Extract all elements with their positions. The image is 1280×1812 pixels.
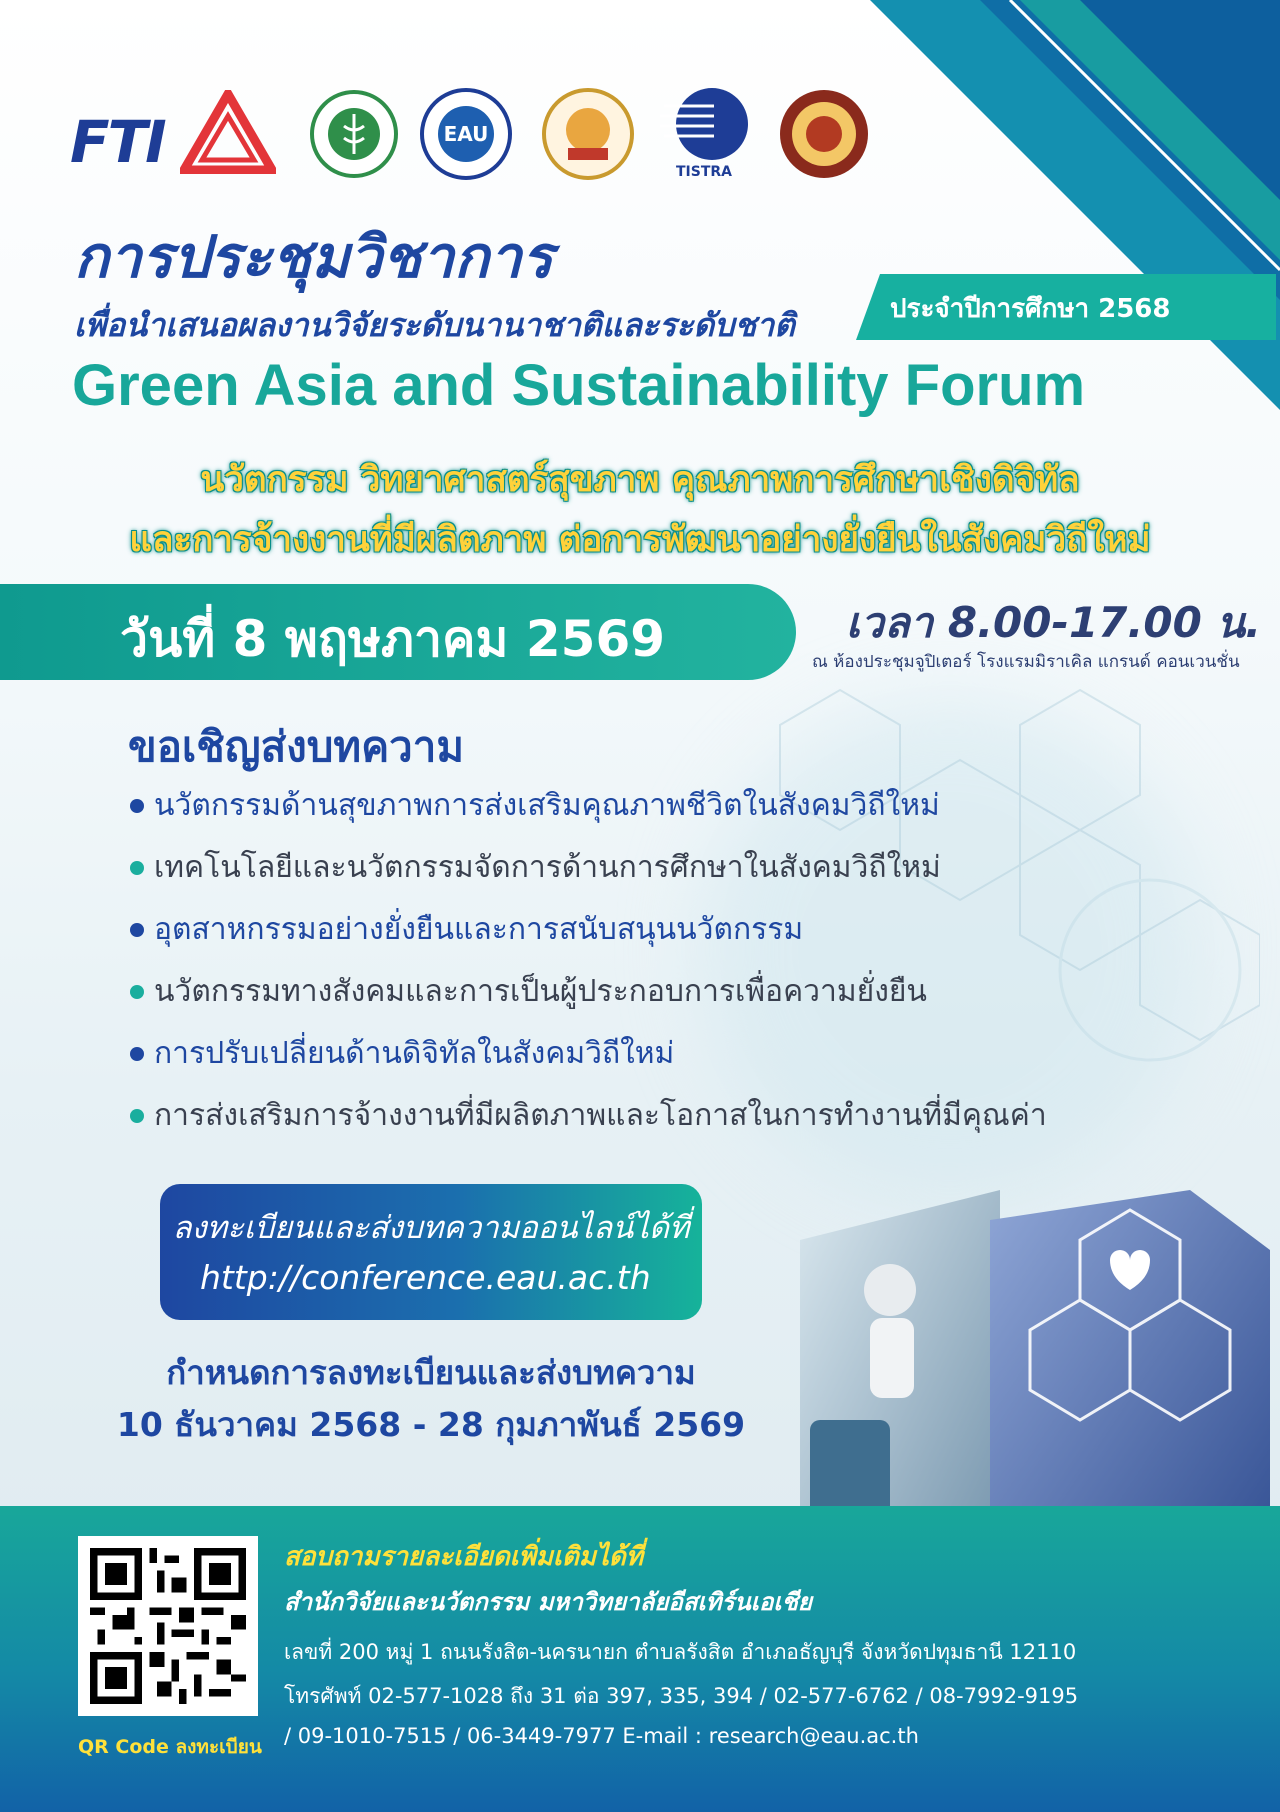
fti-logo: FTI [70,86,280,186]
list-item: อุตสาหกรรมอย่างยั่งยืนและการสนับสนุนนวัตกรรม [130,910,1047,972]
bullet-icon [130,985,144,999]
svg-text:EAU: EAU [443,122,489,146]
deadline-dates: 10 ธันวาคม 2568 - 28 กุมภาพันธ์ 2569 [116,1405,746,1444]
footer [0,1506,1280,1812]
deadline-title: กำหนดการลงทะเบียนและส่งบทความ [166,1353,696,1392]
contact-phone: โทรศัพท์ 02-577-1028 ถึง 31 ต่อ 397, 335, 394 / 02-577-6762 / 08-7992-9195 [284,1684,1079,1708]
bullet-icon [130,923,144,937]
ministry-public-health-logo [306,86,402,186]
tistra-logo: TISTRA [654,86,754,186]
event-time: เวลา 8.00-17.00 น. [846,598,1262,647]
contact-phone-email: / 09-1010-7515 / 06-3449-7977 E-mail : research@eau.ac.th [284,1724,919,1748]
registration-box [160,1184,702,1320]
vocational-education-commission-logo [776,86,872,186]
bullet-icon [130,1109,144,1123]
skill-development-department-logo [540,86,636,186]
list-item: การส่งเสริมการจ้างงานที่มีผลิตภาพและโอกาสในการทำงานที่มีคุณค่า [130,1096,1047,1158]
contact-heading: สอบถามรายละเอียดเพิ่มเติมได้ที่ [284,1542,643,1572]
partner-logos [70,86,890,196]
contact-organization: สำนักวิจัยและนวัตกรรม มหาวิทยาลัยอีสเทิร์นเอเชีย [284,1588,812,1616]
qr-code-label: QR Code ลงทะเบียน [78,1736,262,1758]
eastern-asia-university-logo [418,86,514,186]
bullet-icon [130,1047,144,1061]
list-item: นวัตกรรมด้านสุขภาพการส่งเสริมคุณภาพชีวิตในสังคมวิถีใหม่ [130,786,1047,848]
theme-line-1: นวัตกรรม วิทยาศาสตร์สุขภาพ คุณภาพการศึกษาเชิงดิจิทัล [200,460,1080,500]
year-badge [856,274,1276,340]
page-title-english: Green Asia and Sustainability Forum [72,353,1086,418]
contact-address: เลขที่ 200 หมู่ 1 ถนนรังสิต-นครนายก ตำบลรังสิต อำเภอธัญบุรี จังหวัดปทุมธานี 12110 [284,1640,1077,1664]
event-date: วันที่ 8 พฤษภาคม 2569 [120,610,666,668]
registration-label: ลงทะเบียนและส่งบทความออนไลน์ได้ที่ [172,1210,690,1246]
page-title-thai: การประชุมวิชาการ [74,223,553,291]
bullet-icon [130,799,144,813]
year-badge-label: ประจำปีการศึกษา 2568 [890,294,1171,324]
list-item: การปรับเปลี่ยนด้านดิจิทัลในสังคมวิถีใหม่ [130,1034,1047,1096]
registration-url-link[interactable]: http://conference.eau.ac.th [200,1258,651,1297]
list-item: เทคโนโลยีและนวัตกรรมจัดการด้านการศึกษาในสังคมวิถีใหม่ [130,848,1047,910]
event-venue: ณ ห้องประชุมจูปิเตอร์ โรงแรมมิราเคิล แกรนด์ คอนเวนชั่น [812,652,1240,672]
topic-list [130,786,1047,1158]
qr-code-icon[interactable] [78,1536,258,1716]
list-item: นวัตกรรมทางสังคมและการเป็นผู้ประกอบการเพื่อความยั่งยืน [130,972,1047,1034]
event-date-banner [0,584,796,680]
page-subtitle-thai: เพื่อนำเสนอผลงานวิจัยระดับนานาชาติและระดับชาติ [74,306,795,344]
theme-line-2: และการจ้างงานที่มีผลิตภาพ ต่อการพัฒนาอย่างยั่งยืนในสังคมวิถีใหม่ [129,520,1151,560]
call-for-papers-title: ขอเชิญส่งบทความ [128,722,465,771]
bullet-icon [130,861,144,875]
